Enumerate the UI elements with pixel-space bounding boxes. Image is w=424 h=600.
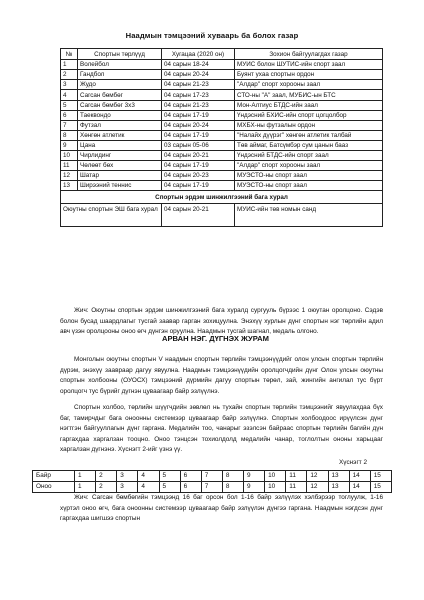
row-venue: "Алдар" спорт хорооны заал — [235, 161, 383, 171]
header-venue: Зохион байгуулагдах газар — [235, 49, 383, 60]
place-cell: 4 — [138, 471, 159, 482]
section-title-evaluation: АРВАН НЭГ. ДҮГНЭХ ЖУРАМ — [162, 334, 269, 343]
row-dates: 04 сарын 21-23 — [162, 80, 235, 90]
schedule-row — [61, 120, 383, 130]
place-cell: 13 — [328, 471, 349, 482]
schedule-row — [61, 110, 383, 120]
points-cell: 6 — [180, 482, 201, 493]
points-cell: 5 — [159, 482, 180, 493]
place-cell: 8 — [222, 471, 243, 482]
row-sport: Чөлөөт бөх — [78, 161, 162, 171]
note-paragraph-2: Жич: Сагсан бөмбөгийн тэмцээнд 16 баг орсон бол 1-16 байр эзлүүлэх хэлбэрээр тоглуулж, 1-16 хүртэл оноо өгч, бага оноонны системээр цуваагаар байр эзлүүлэн дүнгээ гаргана. Наадмын нэгдсэн дүнг гаргахдаа шигшээ спортын — [60, 494, 383, 523]
paragraph-evaluation-2: Спортын холбоо, төрлийн шүүгчдийн зөвлөл нь тухайн спортын төрлийн тэмцээнийг явуулахдаа бүх баг, тамирчдыг бага оноонны системээр цуваагаар байр эзлүүлнэ. Спортын холбоодоос ирүүлсэн дүнг нэгтгэн байгууллагын дүнг гаргана. Медалийн тоо, чанарыг эзэлсэн байраас спортын төрлийн багийн дүн гаргахдаа харгалзан тооцно. Оноо тэнцсэн тохиолдолд медалийн чанар, тоглолтын ононы харьцааг харгалзан дүгнэнэ. Хүснэгт 2-ийг үзнэ үү. — [60, 404, 383, 454]
row-venue: СТО-ны "А" заал, МУБИС-ын БТС — [235, 90, 383, 100]
row-number: 4 — [61, 90, 78, 100]
points-cell: 8 — [222, 482, 243, 493]
row-number: 9 — [61, 140, 78, 150]
place-cell: 11 — [286, 471, 307, 482]
place-cell: 7 — [201, 471, 222, 482]
points-row-label: Оноо — [33, 482, 75, 493]
schedule-row — [61, 80, 383, 90]
row-sport: Шатар — [78, 171, 162, 181]
row-sport: Цана — [78, 140, 162, 150]
row-dates: 04 сарын 18-24 — [162, 60, 235, 70]
row-number: 11 — [61, 161, 78, 171]
row-number: 6 — [61, 110, 78, 120]
row-number: 12 — [61, 171, 78, 181]
places-points-table — [32, 470, 392, 493]
points-cell: 9 — [244, 482, 265, 493]
row-venue: "Алдар" спорт хорооны заал — [235, 80, 383, 90]
row-dates: 04 сарын 17-19 — [162, 110, 235, 120]
schedule-header-row — [61, 49, 383, 60]
row-dates: 04 сарын 21-23 — [162, 100, 235, 110]
row-venue: Үндэсний БХИС-ийн спорт цогцолбор — [235, 110, 383, 120]
schedule-table — [60, 48, 383, 227]
points-cell: 7 — [201, 482, 222, 493]
conference-row — [61, 203, 383, 226]
points-cell: 12 — [307, 482, 328, 493]
header-dates: Хугацаа (2020 он) — [162, 49, 235, 60]
row-number: 13 — [61, 181, 78, 191]
places-row-label: Байр — [33, 471, 75, 482]
conference-name: Оюутны спортын ЭШ бага хурал — [61, 203, 162, 226]
row-dates: 04 сарын 20-21 — [162, 151, 235, 161]
row-venue: Буянт ухаа спортын ордон — [235, 70, 383, 80]
row-dates: 04 сарын 20-24 — [162, 70, 235, 80]
row-venue: МУИС болон ШУТИС-ийн спорт заал — [235, 60, 383, 70]
row-sport: Таеквондо — [78, 110, 162, 120]
schedule-row — [61, 130, 383, 140]
row-dates: 04 сарын 20-23 — [162, 171, 235, 181]
places-row — [33, 471, 392, 482]
row-number: 1 — [61, 60, 78, 70]
row-venue: Үндэсний БТДС-ийн спорт заал — [235, 151, 383, 161]
row-venue: МУЭСТО-ны спорт заал — [235, 181, 383, 191]
row-venue: "Налайх дүүрэг" хөнгөн атлетик талбай — [235, 130, 383, 140]
place-cell: 12 — [307, 471, 328, 482]
points-cell: 15 — [370, 482, 391, 493]
points-cell: 4 — [138, 482, 159, 493]
place-cell: 6 — [180, 471, 201, 482]
row-number: 7 — [61, 120, 78, 130]
row-sport: Ширээний теннис — [78, 181, 162, 191]
row-sport: Чирлидинг — [78, 151, 162, 161]
row-dates: 04 сарын 20-24 — [162, 120, 235, 130]
row-dates: 04 сарын 17-19 — [162, 130, 235, 140]
row-sport: Сагсан бөмбөг 3х3 — [78, 100, 162, 110]
conference-dates: 04 сарын 20-21 — [162, 203, 235, 226]
paragraph-evaluation-1: Монголын оюутны спортын V наадмын спортын төрлийн тэмцээнүүдийг олон улсын спортын төрлийн дүрэм, энэхүү заавраар дагуу явуулна. Наадмын тэмцээнүүдийн оролцогчдийн дүнг Олон улсын оюутны спортын холбооны (ОУОСХ) тэмцээний дүрмийн дагуу спортын төрөл, зай, жингийн ангилал тус бүрт оролцогч тус бүрийг дүгнэн цуваагаар байр эзлүүлнэ. — [60, 356, 383, 395]
schedule-row — [61, 140, 383, 150]
row-venue: Мон-Алтиус БТДС-ийн заал — [235, 100, 383, 110]
row-number: 2 — [61, 70, 78, 80]
row-sport: Сагсан бөмбөг — [78, 90, 162, 100]
row-number: 8 — [61, 130, 78, 140]
points-cell: 2 — [96, 482, 117, 493]
schedule-row — [61, 90, 383, 100]
row-sport: Жудо — [78, 80, 162, 90]
header-sport: Спортын төрлүүд — [78, 49, 162, 60]
schedule-title: Наадмын тэмцээний хуваарь ба болох газар — [125, 31, 299, 40]
place-cell: 3 — [117, 471, 138, 482]
table2-caption: Хүснэгт 2 — [339, 459, 368, 466]
points-cell: 14 — [349, 482, 370, 493]
conference-venue: МУИС-ийн төв номын санд — [235, 203, 383, 226]
row-sport: Хөнгөн атлетик — [78, 130, 162, 140]
row-dates: 03 сарын 05-06 — [162, 140, 235, 150]
header-number: № — [61, 49, 78, 60]
place-cell: 1 — [75, 471, 96, 482]
place-cell: 2 — [96, 471, 117, 482]
schedule-row — [61, 151, 383, 161]
points-cell: 11 — [286, 482, 307, 493]
row-dates: 04 сарын 17-19 — [162, 181, 235, 191]
row-venue: МХБХ-ны футзалын ордон — [235, 120, 383, 130]
points-cell: 3 — [117, 482, 138, 493]
points-cell: 10 — [265, 482, 286, 493]
row-number: 5 — [61, 100, 78, 110]
schedule-row — [61, 161, 383, 171]
row-number: 3 — [61, 80, 78, 90]
row-number: 10 — [61, 151, 78, 161]
points-cell: 1 — [75, 482, 96, 493]
place-cell: 5 — [159, 471, 180, 482]
section-row — [61, 191, 383, 204]
place-cell: 15 — [370, 471, 391, 482]
row-venue: МУЭСТО-ны спорт заал — [235, 171, 383, 181]
schedule-row — [61, 171, 383, 181]
row-venue: Төв аймаг, Батсүмбэр сум цанын бааз — [235, 140, 383, 150]
row-sport: Волейбол — [78, 60, 162, 70]
schedule-row — [61, 100, 383, 110]
place-cell: 10 — [265, 471, 286, 482]
schedule-row — [61, 60, 383, 70]
place-cell: 14 — [349, 471, 370, 482]
place-cell: 9 — [244, 471, 265, 482]
row-dates: 04 сарын 17-23 — [162, 90, 235, 100]
schedule-row — [61, 70, 383, 80]
row-sport: Футзал — [78, 120, 162, 130]
row-sport: Гандбол — [78, 70, 162, 80]
section-row-title: Спортын эрдэм шинжилгээний бага хурал — [61, 191, 383, 204]
points-cell: 13 — [328, 482, 349, 493]
note-paragraph-1: Жич: Оюутны спортын эрдэм шинжилгээний бага хуралд сургууль бүрээс 1 оюутан оролцоно. Сэдэв болон бусад шаардлагыг тусгай заавар гарган зохицуулна. Энэхүү хурлын дүнг спортын нэг төрлийн адил авч үзэн оролцооны оноо өгч дүнгэн оруулна. Наадмын тусгай шагнал, медаль олгоно. — [60, 307, 383, 336]
row-dates: 04 сарын 17-19 — [162, 161, 235, 171]
points-row — [33, 482, 392, 493]
schedule-row — [61, 181, 383, 191]
